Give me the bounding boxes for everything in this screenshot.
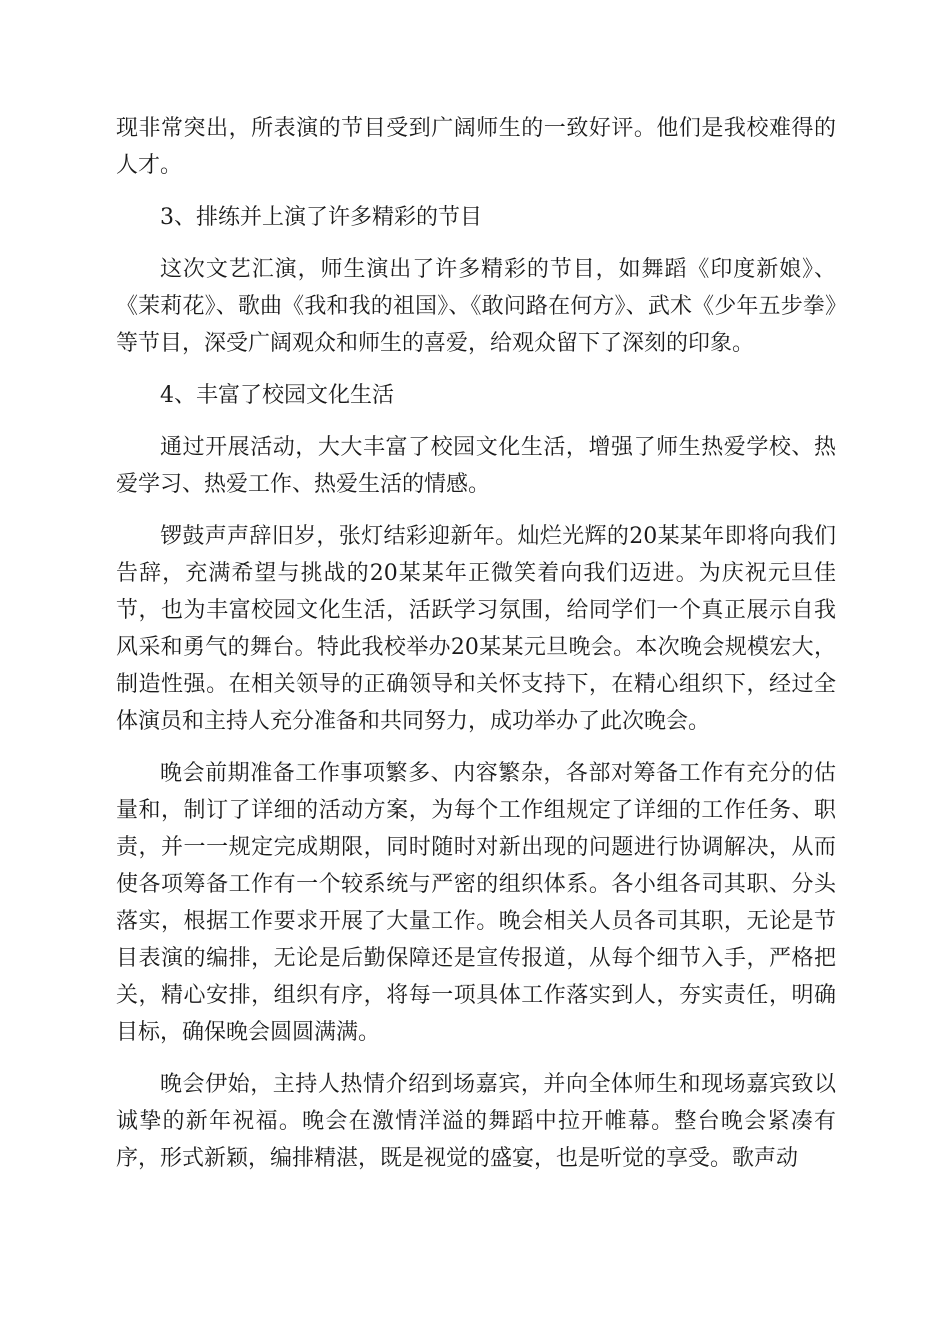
paragraph-programs: 这次文艺汇演，师生演出了许多精彩的节目，如舞蹈《印度新娘》、《茉莉花》、歌曲《我和我的祖国》、《敢问路在何方》、武术《少年五步拳》等节目，深受广阔观众和师生的喜爱，给观众留下了深刻的印象。 [116, 257, 836, 356]
paragraph-campus-life: 通过开展活动，大大丰富了校园文化生活，增强了师生热爱学校、热爱学习、热爱工作、热爱生活的情感。 [116, 435, 836, 497]
paragraph-opening: 晚会伊始，主持人热情介绍到场嘉宾，并向全体师生和现场嘉宾致以诚挚的新年祝福。晚会在激情洋溢的舞蹈中拉开帷幕。整台晚会紧凑有序，形式新颖，编排精湛，既是视觉的盛宴，也是听觉的享受。歌声动 [116, 1072, 836, 1171]
section-heading-3: 3、排练并上演了许多精彩的节目 [160, 205, 482, 230]
paragraph-preparation: 晚会前期准备工作事项繁多、内容繁杂，各部对筹备工作有充分的估量和，制订了详细的活动方案，为每个工作组规定了详细的工作任务、职责，并一一规定完成期限，同时随时对新出现的问题进行协调解决，从而使各项筹备工作有一个较系统与严密的组织体系。各小组各司其职、分头落实，根据工作要求开展了大量工作。晚会相关人员各司其职，无论是节目表演的编排，无论是后勤保障还是宣传报道，从每个细节入手，严格把关，精心安排，组织有序，将每一项具体工作落实到人，夯实责任，明确目标，确保晚会圆圆满满。 [116, 761, 836, 1045]
section-heading-4: 4、丰富了校园文化生活 [160, 383, 394, 408]
paragraph-new-year: 锣鼓声声辞旧岁，张灯结彩迎新年。灿烂光辉的20某某年即将向我们告辞，充满希望与挑战的20某某年正微笑着向我们迈进。为庆祝元旦佳节，也为丰富校园文化生活，活跃学习氛围，给同学们一个真正展示自我风采和勇气的舞台。特此我校举办20某某元旦晚会。本次晚会规模宏大，制造性强。在相关领导的正确领导和关怀支持下，在精心组织下，经过全体演员和主持人充分准备和共同努力，成功举办了此次晚会。 [116, 524, 836, 734]
document-body [116, 110, 836, 1192]
paragraph-continuation: 现非常突出，所表演的节目受到广阔师生的一致好评。他们是我校难得的人才。 [116, 116, 836, 178]
